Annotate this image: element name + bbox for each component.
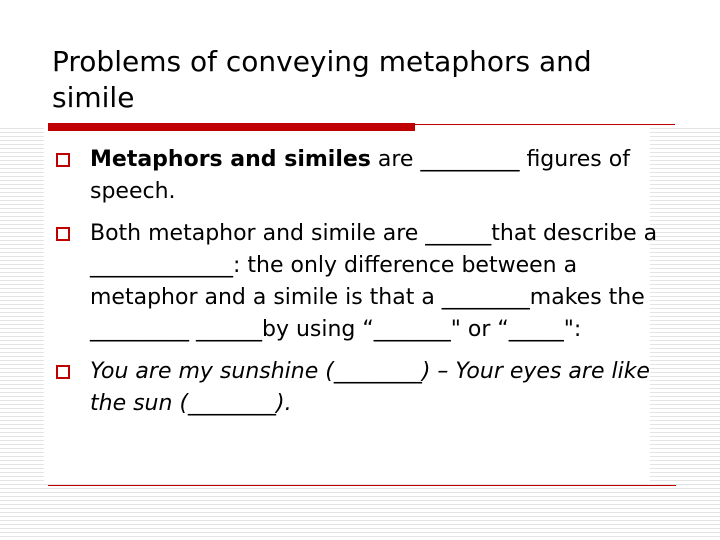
title-underline-thick: [48, 123, 415, 131]
bullet-2-text: Both metaphor and simile are ______that describe a _____________: the only difference between a metaphor and a simile is that a ________makes the _________ ______by using “_______" or “_____":: [90, 221, 658, 342]
title-underline-thin: [415, 124, 675, 125]
bullet-1-bold-text: Metaphors and similes: [90, 147, 371, 172]
square-bullet-icon: [56, 153, 70, 167]
bullet-item-2: [56, 218, 676, 346]
bullet-1-text: are _________ figures of speech.: [90, 147, 630, 204]
bottom-divider: [48, 485, 676, 486]
bullet-item-1: [56, 144, 676, 208]
bullet-list: [56, 144, 676, 430]
square-bullet-icon: [56, 227, 70, 241]
square-bullet-icon: [56, 365, 70, 379]
bullet-item-3: [56, 356, 676, 420]
slide-title: Problems of conveying metaphors and simile: [52, 45, 592, 114]
bullet-3-text: You are my sunshine (________) – Your eyes are like the sun (________).: [90, 359, 650, 416]
